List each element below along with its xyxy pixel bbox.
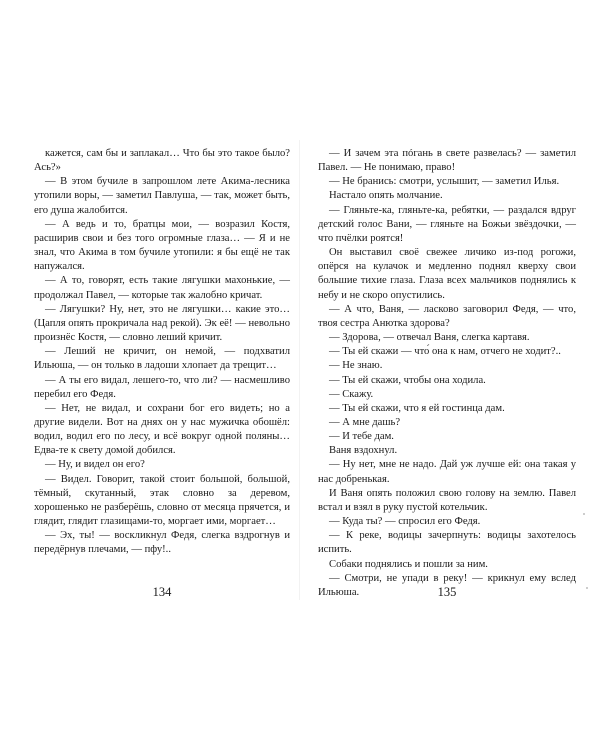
paragraph: — Не знаю.: [329, 360, 383, 372]
paragraph: Он выставил своё свежее личико из-под рогожи, опёрся на кулачок и медленно поднял кверху свои большие тихие глаза. Глаза всех мальчиков поднялись к небу и не скоро опустились.: [318, 247, 576, 301]
paragraph: — Ну нет, мне не надо. Дай уж лучше ей: она такая у нас добренькая.: [318, 459, 576, 485]
scan-speck: [586, 587, 588, 589]
left-page-text: [34, 147, 290, 558]
paragraph: И Ваня опять положил свою голову на землю. Павел встал и взял в руку пустой котельчик.: [318, 487, 576, 513]
paragraph: — Смотри, не упади в реку! — крикнул ему вслед Ильюша.: [318, 572, 576, 598]
paragraph: — А ведь и то, братцы мои, — возразил Костя, расширив свои и без того огромные глаза… — Я и не знал, что Акима в том бучиле утопили: я бы ещё не так напужался.: [34, 218, 290, 273]
left-page: [34, 147, 290, 599]
paragraph: — А ты его видал, лешего-то, что ли? — насмешливо перебил его Федя.: [34, 374, 290, 400]
paragraph: кажется, сам бы и заплакал… Что бы это такое было? Ась?»: [34, 148, 290, 174]
page-number-left: 134: [152, 585, 172, 599]
paragraph: — А мне дашь?: [329, 416, 401, 428]
paragraph: Собаки поднялись и пошли за ним.: [329, 558, 488, 570]
paragraph: — Здорова, — отвечал Ваня, слегка картавя.: [329, 332, 530, 344]
paragraph: — Эх, ты! — воскликнул Федя, слегка вздрогнув и передёрнув плечами, — пфу!..: [34, 530, 290, 556]
right-page-text: [318, 147, 576, 600]
paragraph: — Гляньте-ка, гляньте-ка, ребятки, — раздался вдруг детский голос Вани, — гляньте на Божьи звёздочки, — что пчёлки роятся!: [318, 204, 576, 244]
paragraph: — А то, говорят, есть такие лягушки махонькие, — продолжал Павел, — которые так жалобно кричат.: [34, 275, 290, 301]
paragraph: Настало опять молчание.: [329, 190, 443, 202]
paragraph: — Ну, и видел он его?: [45, 459, 145, 471]
paragraph: — К реке, водицы зачерпнуть: водицы захотелось испить.: [318, 530, 576, 556]
scan-speck: [583, 513, 585, 515]
gutter-shadow: [299, 140, 300, 600]
paragraph: — Леший не кричит, он немой, — подхватил Ильюша, — он только в ладоши хлопает да трещит…: [34, 346, 290, 372]
paragraph: Ваня вздохнул.: [329, 445, 398, 457]
paragraph: — Ты ей скажи, что я ей гостинца дам.: [329, 402, 505, 414]
page-number-right: 135: [437, 585, 457, 599]
paragraph: — Видел. Говорит, такой стоит большой, большой, тёмный, скутанный, этак словно за деревом, хорошенько не разберёшь, словно от месяца прячется, и глядит, глядит глазищами-то, моргает ими, моргает…: [34, 473, 290, 528]
paragraph: — А что, Ваня, — ласково заговорил Федя, — что, твоя сестра Анютка здорова?: [318, 303, 576, 329]
right-page: [318, 147, 576, 600]
paragraph: — Куда ты? — спросил его Федя.: [329, 516, 481, 528]
paragraph: — Не бранись: смотри, услышит, — заметил Илья.: [329, 176, 560, 188]
paragraph: — Лягушки? Ну, нет, это не лягушки… какие это… (Цапля опять прокричала над рекой). Эк её! — невольно произнёс Костя, — словно леший кричит.: [34, 303, 290, 344]
paragraph: — И тебе дам.: [329, 431, 394, 443]
paragraph: — Ты ей скажи — что́ она к нам, отчего не ходит?..: [329, 346, 561, 358]
paragraph: — В этом бучиле в запрошлом лете Акима-лесника утопили воры, — заметил Павлуша, — так, может быть, его душа жалобится.: [34, 176, 290, 216]
paragraph: — Скажу.: [329, 388, 374, 400]
paragraph: — Нет, не видал, и сохрани бог его видеть; но а другие видели. Вот на днях он у нас мужичка обошёл: водил, водил его по лесу, и всё вокруг одной поляны… Едва-те к свету домой добился.: [34, 402, 290, 457]
paragraph: — И зачем эта пóгань в свете развелась? — заметил Павел. — Не понимаю, право!: [318, 148, 576, 174]
paragraph: — Ты ей скажи, чтобы она ходила.: [329, 374, 486, 386]
